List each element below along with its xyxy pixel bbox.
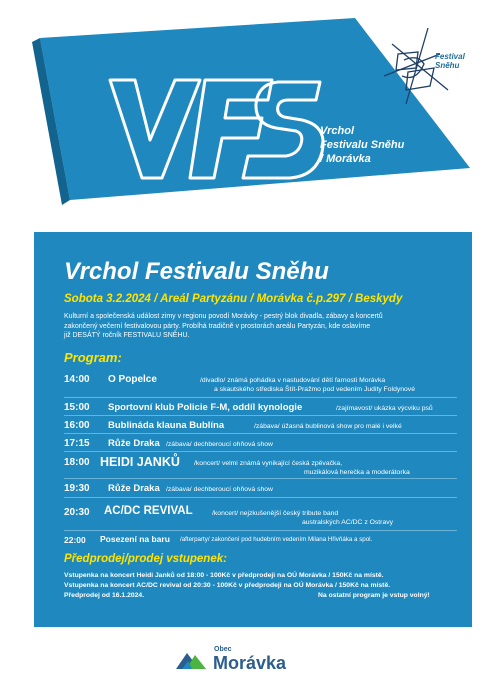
program-name: Sportovní klub Policie F-M, oddíl kynologie [108,402,303,413]
program-desc-2: australských AC/DC z Ostravy [302,519,394,526]
presale-line: Předprodej od 16.1.2024. [64,592,145,599]
tagline-line-1: Vrchol [320,125,355,137]
presale-line: Vstupenka na koncert AC/DC revival od 20:30 - 100Kč v předprodeji na OÚ Morávka / 150Kč na místě. [64,582,391,589]
moravka-label: Morávka [213,653,287,673]
presale-note: Na ostatní program je vstup volný! [318,592,430,599]
program-time: 19:30 [64,483,90,494]
program-name: Růže Draka [108,483,160,494]
program-name: Růže Draka [108,438,160,449]
intro-line: již DESÁTÝ ročník FESTIVALU SNĚHU. [64,332,190,339]
event-title: Vrchol Festivalu Sněhu [64,258,329,285]
program-name: Posezení na baru [100,534,170,544]
program-time: 20:30 [64,507,90,518]
main-panel [34,232,472,627]
presale-heading: Předprodej/prodej vstupenek: [64,553,227,565]
program-desc: /zajímavost/ ukázka výcviku psů [336,405,433,412]
obec-label: Obec [214,646,232,653]
program-name: HEIDI JANKŮ [100,455,180,469]
intro-line: zakončený večerní festivalovou párty. Probíhá tradičně v prostorách areálu Partyzán, kde oslavíme [64,322,371,330]
festival-logo-line1: Festival [435,52,465,61]
program-time: 15:00 [64,402,90,413]
program-desc-2: a skautského střediska Štít-Pražmo pod vedením Judity Foldynové [214,386,415,393]
moravka-logo-icon [176,647,206,671]
event-subtitle: Sobota 3.2.2024 / Areál Partyzánu / Morávka č.p.297 / Beskydy [64,293,403,305]
divider [64,451,457,452]
divider [64,433,457,434]
program-desc-2: muzikálová herečka a moderátorka [304,469,410,476]
intro-line: Kulturní a společenská událost zimy v regionu povodí Morávky - pestrý blok divadla, zábavy a koncertů [64,313,383,320]
program-time: 22:00 [64,535,86,545]
program-heading: Program: [64,350,122,365]
divider [64,530,457,531]
program-desc: /zábava/ úžasná bublinová show pro malé i velké [254,423,402,430]
program-desc: /zábava/ dechberoucí ohňová show [166,441,273,448]
program-desc: /divadlo/ známá pohádka v nastudování dětí farnosti Morávka [200,377,386,384]
program-time: 14:00 [64,374,90,385]
vfs-tagline [320,124,404,166]
program-name: O Popelce [108,374,157,385]
presale-line: Vstupenka na koncert Heidi Janků od 18:00 - 100Kč v předprodeji na OÚ Morávka / 150Kč na místě. [64,572,384,579]
divider [64,497,457,498]
program-time: 17:15 [64,438,90,449]
tagline-line-3: / Morávka [320,153,371,165]
divider [64,415,457,416]
program-time: 16:00 [64,420,90,431]
event-intro [64,312,459,341]
program-time: 18:00 [64,457,90,468]
tagline-line-2: Festivalu Sněhu [320,139,405,151]
program-desc: /koncert/ nejzkušenější český tribute band [212,510,339,517]
divider [64,478,457,479]
divider [64,397,457,398]
festival-logo-line2: Sněhu [435,61,460,70]
program-desc: /zábava/ dechberoucí ohňová show [166,486,273,493]
program-name: Bublináda klauna Bublína [108,420,225,431]
program-desc: /afterparty/ zakončení pod hudebním vedením Milana Hřivňáka a spol. [180,536,373,543]
program-name: AC/DC REVIVAL [104,505,193,517]
program-desc: /koncert/ velmi známá vynikající česká zpěvačka, [194,460,343,467]
festival-logo-text [435,52,465,70]
